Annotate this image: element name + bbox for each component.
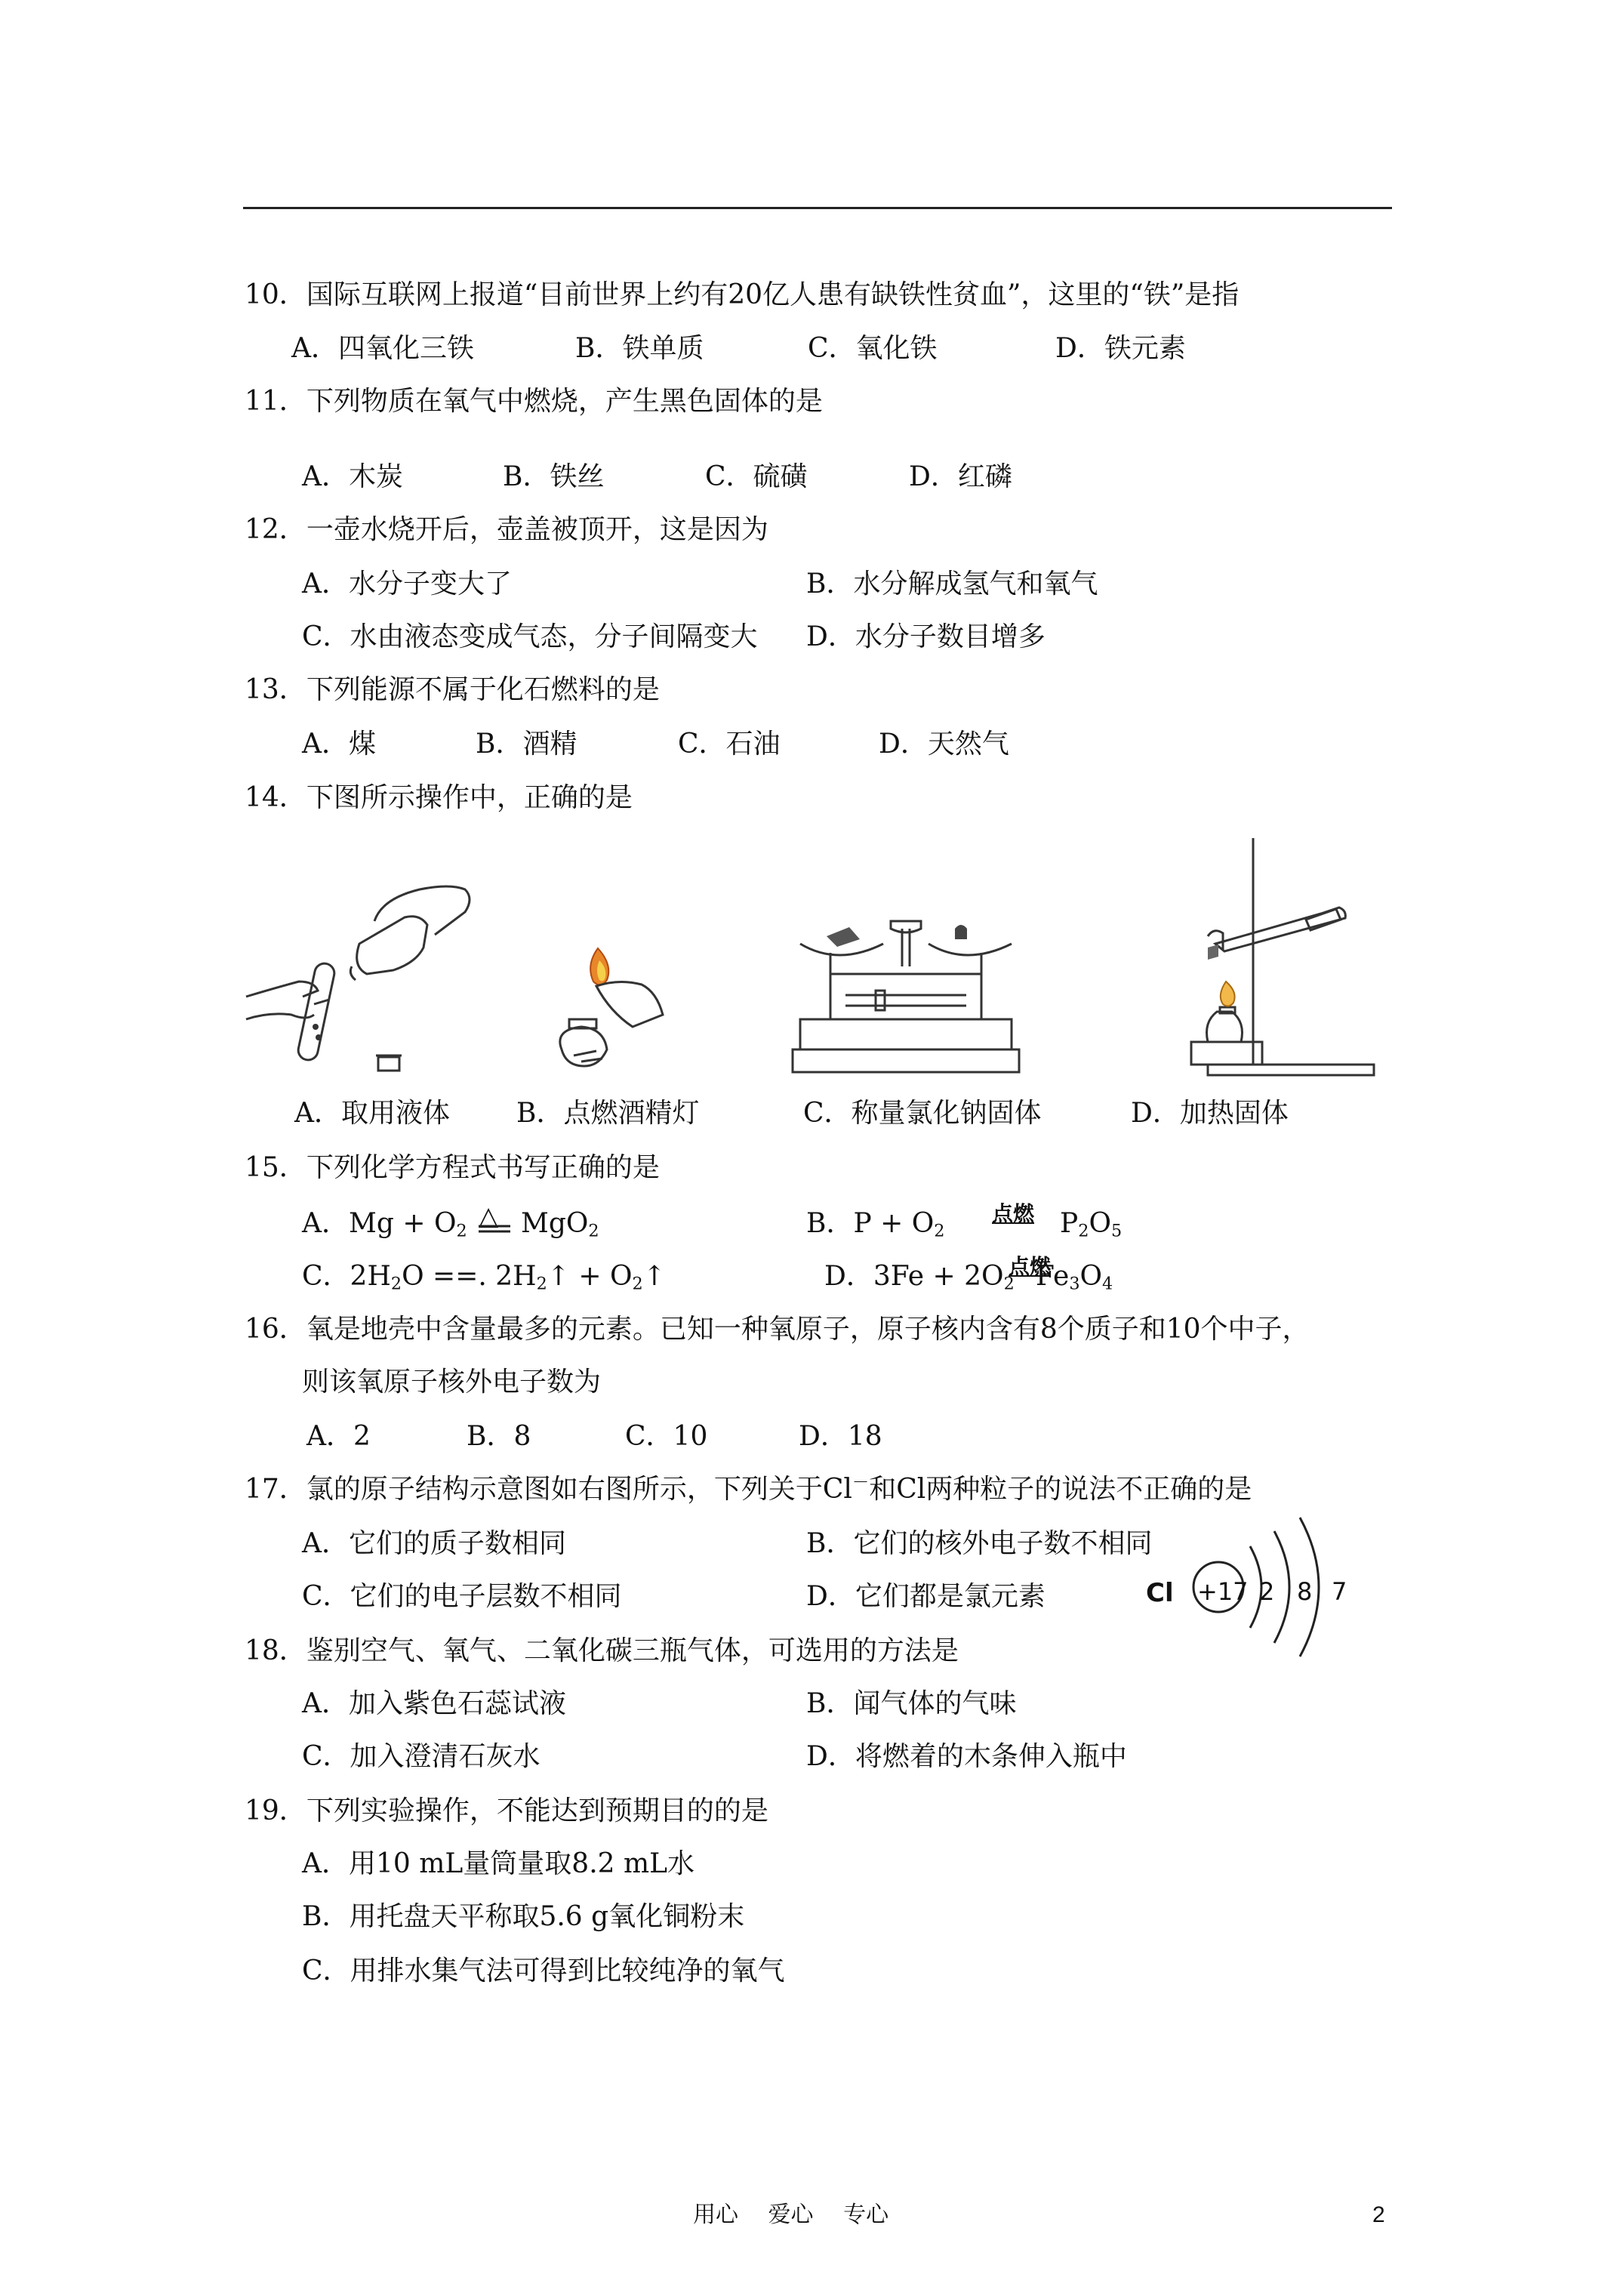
option-a: A．2: [306, 1421, 371, 1452]
option-c: C．10: [625, 1421, 708, 1452]
question-stem: 一壶水烧开后，壶盖被顶开，这是因为: [306, 514, 768, 545]
option-d: D．红磷: [909, 461, 1012, 492]
footer-motto: 用心 爱心 专心: [693, 2202, 889, 2228]
question-17: 17．氯的原子结构示意图如右图所示，下列关于Cl－和Cl两种粒子的说法不正确的是: [245, 1472, 1252, 1505]
question-stem: 下图所示操作中，正确的是: [306, 782, 633, 813]
equation-a-equals: [479, 1225, 510, 1234]
equation-a-product: MgO$_2$: [521, 1208, 599, 1241]
question-18: [245, 1632, 959, 1670]
heating-solid-illustration: [1147, 838, 1374, 1080]
option-b: B．用托盘天平称取5.6 g氧化铜粉末: [302, 1901, 745, 1932]
question-number: 19．: [245, 1795, 306, 1826]
alcohol-lamp-illustration: [551, 944, 687, 1072]
option-c: C．水由液态变成气态，分子间隔变大: [302, 621, 758, 652]
heat-condition: △: [479, 1201, 499, 1231]
question-stem: 下列能源不属于化石燃料的是: [306, 674, 660, 705]
option-c: C．称量氯化钠固体: [803, 1098, 1042, 1129]
equation-c: C．$2H_2O$ ==. $2H_2↑$ + $O_2↑$: [302, 1261, 666, 1294]
ignite-condition: 点燃: [1009, 1254, 1052, 1279]
question-number: 12．: [245, 514, 306, 545]
question-stem: 下列实验操作，不能达到预期目的的是: [306, 1795, 768, 1826]
pour-liquid-illustration: [246, 876, 495, 1080]
question-11: [245, 383, 823, 421]
option-c: C．硫磺: [705, 461, 808, 492]
option-a: A．木炭: [302, 461, 403, 492]
option-c: C．加入澄清石灰水: [302, 1741, 540, 1772]
option-a: A．用10 mL量筒量取8.2 mL水: [302, 1848, 695, 1879]
option-a: A．加入紫色石蕊试液: [302, 1688, 566, 1719]
option-d: D．铁元素: [1055, 333, 1186, 364]
question-12: [245, 511, 768, 549]
option-c: C．用排水集气法可得到比较纯净的氧气: [302, 1955, 785, 1986]
question-number: 11．: [245, 386, 306, 417]
option-d: D．18: [799, 1421, 882, 1452]
shell-3-electrons: 7: [1332, 1577, 1347, 1606]
option-d: D．水分子数目增多: [806, 621, 1046, 652]
option-b: B．闻气体的气味: [806, 1688, 1017, 1719]
header-rule: [243, 207, 1392, 209]
option-a: A．四氧化三铁: [291, 333, 474, 364]
question-13: [245, 671, 660, 709]
question-number: 14．: [245, 782, 306, 813]
question-number: 15．: [245, 1152, 306, 1183]
question-number: 10．: [245, 279, 306, 310]
nucleus-charge: +17: [1197, 1577, 1249, 1606]
question-number: 18．: [245, 1635, 306, 1666]
equation-a: A．$Mg + O_2$: [302, 1208, 467, 1241]
shell-1-electrons: 2: [1259, 1577, 1275, 1606]
question-number: 16．: [245, 1314, 306, 1345]
question-stem: 下列化学方程式书写正确的是: [306, 1152, 660, 1183]
question-10: [245, 276, 1239, 314]
question-14: [245, 779, 633, 817]
equation-d-product: $Fe_3O_4$: [1036, 1261, 1113, 1294]
option-b: B．它们的核外电子数不相同: [806, 1528, 1153, 1559]
atom-symbol: Cl: [1146, 1578, 1174, 1608]
question-stem: 下列物质在氧气中燃烧，产生黑色固体的是: [306, 386, 823, 417]
option-d: D．天然气: [879, 729, 1009, 760]
question-15: [245, 1149, 660, 1187]
option-c: C．它们的电子层数不相同: [302, 1581, 622, 1612]
option-a: A．它们的质子数相同: [302, 1528, 566, 1559]
question-stem-continued: 则该氧原子核外电子数为: [302, 1367, 602, 1398]
ignite-condition: 点燃: [992, 1201, 1035, 1226]
option-c: C．石油: [678, 729, 781, 760]
option-a: A．取用液体: [294, 1098, 450, 1129]
equation-d: D．$3Fe + 2O_2$: [824, 1261, 1015, 1294]
option-a: A．煤: [302, 729, 376, 760]
option-b: B．酒精: [476, 729, 577, 760]
option-c: C．氧化铁: [808, 333, 938, 364]
option-d: D．将燃着的木条伸入瓶中: [806, 1741, 1127, 1772]
question-number: 13．: [245, 674, 306, 705]
question-16: [245, 1311, 1310, 1348]
question-stem: 国际互联网上报道“目前世界上约有20亿人患有缺铁性贫血”，这里的“铁”是指: [306, 279, 1240, 310]
option-d: D．它们都是氯元素: [806, 1581, 1046, 1612]
option-b: B．铁丝: [503, 461, 605, 492]
balance-illustration: [785, 906, 1012, 1080]
option-b: B．点燃酒精灯: [516, 1098, 700, 1129]
question-stem: 鉴别空气、氧气、二氧化碳三瓶气体，可选用的方法是: [306, 1635, 959, 1666]
option-b: B．铁单质: [575, 333, 704, 364]
question-19: [245, 1792, 768, 1830]
option-d: D．加热固体: [1131, 1098, 1289, 1129]
question-number: 17．: [245, 1474, 306, 1505]
option-b: B．8: [467, 1421, 531, 1452]
option-b: B．水分解成氢气和氧气: [806, 569, 1098, 599]
equation-b-product: $P_2O_5$: [1060, 1208, 1123, 1241]
question-stem: 氧是地壳中含量最多的元素。已知一种氧原子，原子核内含有8个质子和10个中子，: [306, 1314, 1310, 1345]
option-a: A．水分子变大了: [302, 569, 512, 599]
equation-b: B．$P + O_2$: [806, 1208, 945, 1241]
shell-2-electrons: 8: [1297, 1577, 1313, 1606]
page-number: 2: [1372, 2202, 1385, 2227]
